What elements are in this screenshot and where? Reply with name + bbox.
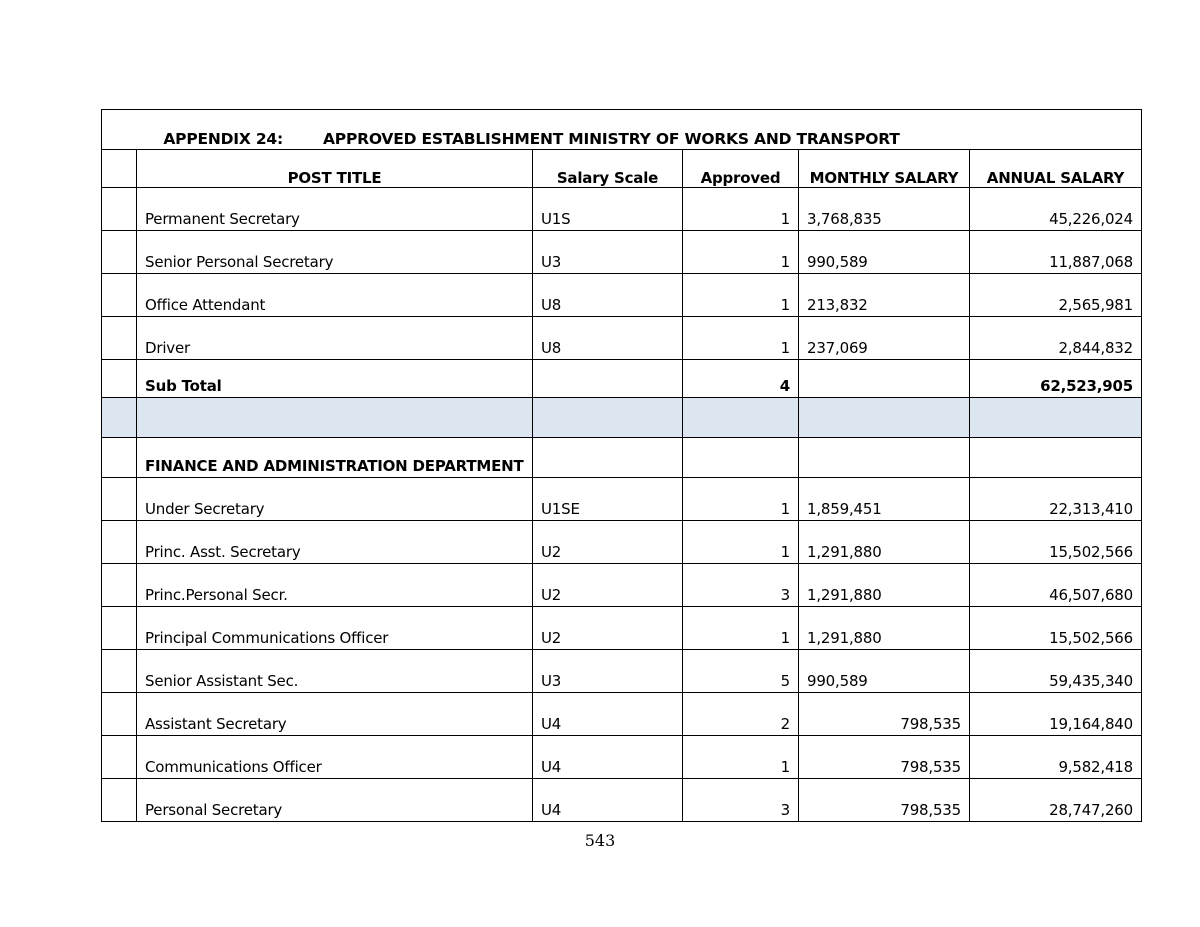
table-row bbox=[102, 231, 1142, 274]
post-title-cell: Senior Personal Secretary bbox=[137, 231, 533, 274]
table-row bbox=[102, 317, 1142, 360]
post-title-cell: Office Attendant bbox=[137, 274, 533, 317]
monthly-salary-cell: 213,832 bbox=[799, 274, 970, 317]
column-header-monthly-salary: MONTHLY SALARY bbox=[799, 150, 970, 188]
gutter-cell bbox=[102, 478, 137, 521]
post-title-cell: Princ. Asst. Secretary bbox=[137, 521, 533, 564]
sub-total-row bbox=[102, 360, 1142, 398]
annual-salary-cell: 45,226,024 bbox=[970, 188, 1142, 231]
post-title-cell: Principal Communications Officer bbox=[137, 607, 533, 650]
department-monthly bbox=[799, 438, 970, 478]
blank-cell bbox=[799, 398, 970, 438]
monthly-salary-cell: 1,859,451 bbox=[799, 478, 970, 521]
post-title-cell: Permanent Secretary bbox=[137, 188, 533, 231]
approved-cell: 2 bbox=[683, 693, 799, 736]
gutter-cell bbox=[102, 398, 137, 438]
post-title-cell: Personal Secretary bbox=[137, 779, 533, 822]
post-title-cell: Assistant Secretary bbox=[137, 693, 533, 736]
table-row bbox=[102, 607, 1142, 650]
column-header-salary-scale: Salary Scale bbox=[533, 150, 683, 188]
salary-scale-cell: U4 bbox=[533, 736, 683, 779]
sub-total-scale bbox=[533, 360, 683, 398]
approved-cell: 1 bbox=[683, 317, 799, 360]
gutter-cell bbox=[102, 438, 137, 478]
annual-salary-cell: 9,582,418 bbox=[970, 736, 1142, 779]
approved-cell: 1 bbox=[683, 231, 799, 274]
sub-total-label: Sub Total bbox=[137, 360, 533, 398]
blank-row bbox=[102, 398, 1142, 438]
gutter-cell bbox=[102, 521, 137, 564]
table-row bbox=[102, 521, 1142, 564]
establishment-table bbox=[101, 109, 1142, 822]
salary-scale-cell: U8 bbox=[533, 317, 683, 360]
table-title: APPROVED ESTABLISHMENT MINISTRY OF WORKS AND TRANSPORT bbox=[322, 130, 900, 148]
gutter-cell bbox=[102, 693, 137, 736]
annual-salary-cell: 59,435,340 bbox=[970, 650, 1142, 693]
sub-total-annual: 62,523,905 bbox=[970, 360, 1142, 398]
table-row bbox=[102, 693, 1142, 736]
gutter-cell bbox=[102, 607, 137, 650]
column-header-post-title: POST TITLE bbox=[137, 150, 533, 188]
gutter-cell bbox=[102, 650, 137, 693]
gutter-cell bbox=[102, 188, 137, 231]
blank-cell bbox=[533, 398, 683, 438]
sub-total-monthly bbox=[799, 360, 970, 398]
monthly-salary-cell: 1,291,880 bbox=[799, 607, 970, 650]
post-title-cell: Princ.Personal Secr. bbox=[137, 564, 533, 607]
table-row bbox=[102, 564, 1142, 607]
department-annual bbox=[970, 438, 1142, 478]
page-number: 543 bbox=[584, 831, 616, 850]
annual-salary-cell: 28,747,260 bbox=[970, 779, 1142, 822]
approved-cell: 1 bbox=[683, 478, 799, 521]
salary-scale-cell: U2 bbox=[533, 607, 683, 650]
column-header-annual-salary: ANNUAL SALARY bbox=[970, 150, 1142, 188]
monthly-salary-cell: 798,535 bbox=[799, 693, 970, 736]
gutter-cell bbox=[102, 736, 137, 779]
monthly-salary-cell: 990,589 bbox=[799, 231, 970, 274]
monthly-salary-cell: 1,291,880 bbox=[799, 521, 970, 564]
salary-scale-cell: U4 bbox=[533, 693, 683, 736]
annual-salary-cell: 15,502,566 bbox=[970, 607, 1142, 650]
salary-scale-cell: U1S bbox=[533, 188, 683, 231]
department-heading-row bbox=[102, 438, 1142, 478]
approved-cell: 5 bbox=[683, 650, 799, 693]
salary-scale-cell: U3 bbox=[533, 650, 683, 693]
gutter-cell bbox=[102, 360, 137, 398]
monthly-salary-cell: 3,768,835 bbox=[799, 188, 970, 231]
annual-salary-cell: 2,565,981 bbox=[970, 274, 1142, 317]
salary-scale-cell: U3 bbox=[533, 231, 683, 274]
table-title-cell bbox=[102, 110, 1142, 150]
appendix-label: APPENDIX 24: bbox=[163, 130, 283, 148]
table-row bbox=[102, 274, 1142, 317]
annual-salary-cell: 19,164,840 bbox=[970, 693, 1142, 736]
gutter-cell bbox=[102, 231, 137, 274]
department-approved bbox=[683, 438, 799, 478]
salary-scale-cell: U2 bbox=[533, 564, 683, 607]
department-name: FINANCE AND ADMINISTRATION DEPARTMENT bbox=[137, 438, 533, 478]
approved-cell: 1 bbox=[683, 188, 799, 231]
annual-salary-cell: 11,887,068 bbox=[970, 231, 1142, 274]
annual-salary-cell: 2,844,832 bbox=[970, 317, 1142, 360]
monthly-salary-cell: 798,535 bbox=[799, 736, 970, 779]
post-title-cell: Driver bbox=[137, 317, 533, 360]
approved-cell: 1 bbox=[683, 607, 799, 650]
monthly-salary-cell: 990,589 bbox=[799, 650, 970, 693]
blank-cell bbox=[970, 398, 1142, 438]
post-title-cell: Communications Officer bbox=[137, 736, 533, 779]
annual-salary-cell: 22,313,410 bbox=[970, 478, 1142, 521]
salary-scale-cell: U8 bbox=[533, 274, 683, 317]
table-row bbox=[102, 736, 1142, 779]
department-scale bbox=[533, 438, 683, 478]
salary-scale-cell: U4 bbox=[533, 779, 683, 822]
approved-cell: 3 bbox=[683, 564, 799, 607]
table-row bbox=[102, 188, 1142, 231]
gutter-cell bbox=[102, 779, 137, 822]
post-title-cell: Senior Assistant Sec. bbox=[137, 650, 533, 693]
table-row bbox=[102, 478, 1142, 521]
gutter-cell bbox=[102, 150, 137, 188]
header-row bbox=[102, 150, 1142, 188]
annual-salary-cell: 46,507,680 bbox=[970, 564, 1142, 607]
salary-scale-cell: U2 bbox=[533, 521, 683, 564]
gutter-cell bbox=[102, 274, 137, 317]
gutter-cell bbox=[102, 564, 137, 607]
salary-scale-cell: U1SE bbox=[533, 478, 683, 521]
table-row bbox=[102, 650, 1142, 693]
approved-cell: 1 bbox=[683, 521, 799, 564]
approved-cell: 1 bbox=[683, 736, 799, 779]
annual-salary-cell: 15,502,566 bbox=[970, 521, 1142, 564]
sub-total-approved: 4 bbox=[683, 360, 799, 398]
table-row bbox=[102, 779, 1142, 822]
title-row bbox=[102, 110, 1142, 150]
blank-cell bbox=[137, 398, 533, 438]
monthly-salary-cell: 798,535 bbox=[799, 779, 970, 822]
approved-cell: 1 bbox=[683, 274, 799, 317]
blank-cell bbox=[683, 398, 799, 438]
monthly-salary-cell: 237,069 bbox=[799, 317, 970, 360]
gutter-cell bbox=[102, 317, 137, 360]
post-title-cell: Under Secretary bbox=[137, 478, 533, 521]
approved-cell: 3 bbox=[683, 779, 799, 822]
column-header-approved: Approved bbox=[683, 150, 799, 188]
monthly-salary-cell: 1,291,880 bbox=[799, 564, 970, 607]
